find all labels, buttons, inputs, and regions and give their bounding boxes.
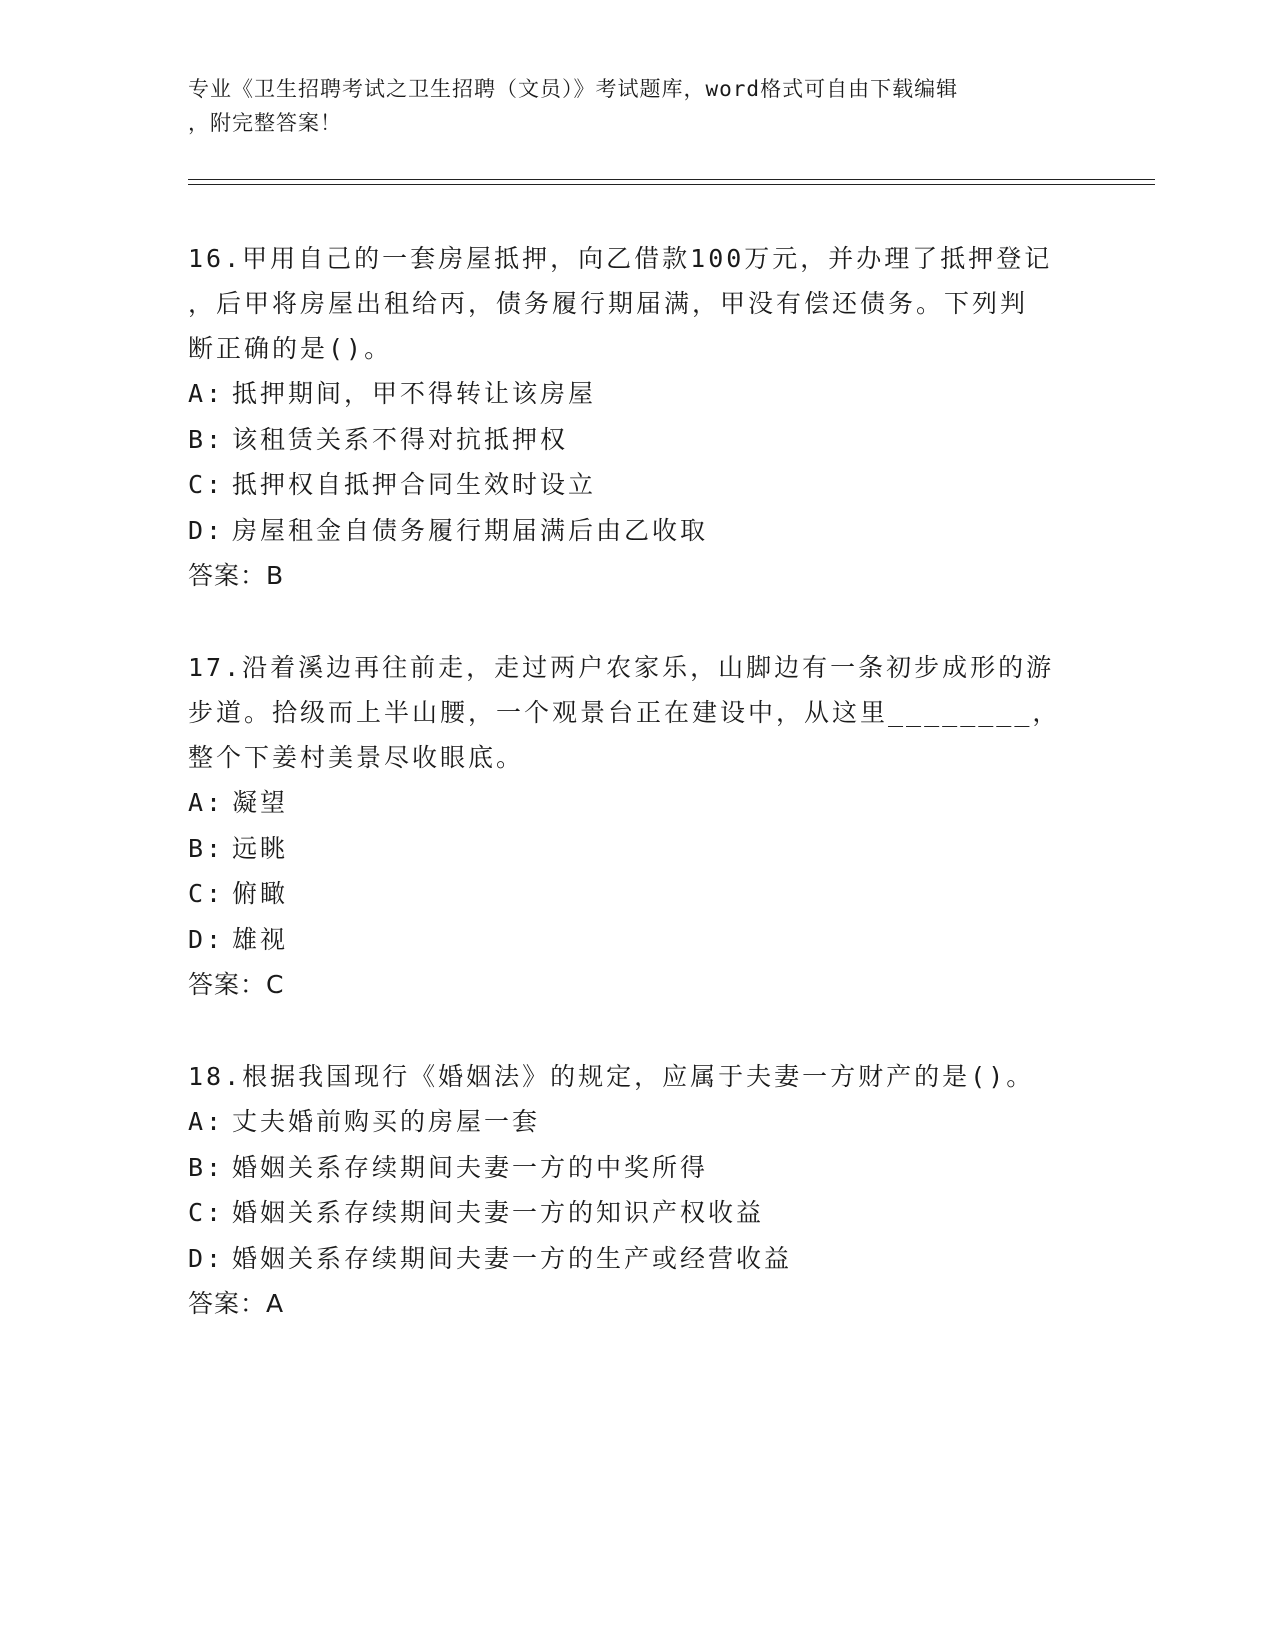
- answer-label: 答案：C: [188, 970, 285, 999]
- question-stem-line: 18.根据我国现行《婚姻法》的规定，应属于夫妻一方财产的是()。: [188, 1062, 1035, 1091]
- option-c: [188, 871, 1088, 917]
- option-text: 该租赁关系不得对抗抵押权: [232, 424, 569, 454]
- option-letter: D:: [188, 515, 225, 545]
- question-stem-line: 17.沿着溪边再往前走，走过两户农家乐，山脚边有一条初步成形的游: [188, 653, 1055, 682]
- option-letter: B:: [188, 424, 225, 454]
- option-text: 房屋租金自债务履行期届满后由乙收取: [232, 515, 709, 545]
- question-stem-line: 整个下姜村美景尽收眼底。: [188, 743, 525, 772]
- option-a: [188, 371, 1088, 417]
- option-b: [188, 826, 1088, 872]
- option-b: [188, 417, 1088, 463]
- answer-label: 答案：B: [188, 561, 285, 590]
- header-title-line-2: ，附完整答案！: [188, 111, 342, 135]
- document-header: [188, 72, 1088, 140]
- header-divider-bottom: [188, 184, 1155, 185]
- question-stem-line: 16.甲用自己的一套房屋抵押，向乙借款100万元，并办理了抵押登记: [188, 244, 1053, 273]
- option-letter: D:: [188, 1243, 225, 1273]
- option-c: [188, 462, 1088, 508]
- option-letter: B:: [188, 833, 225, 863]
- question-stem-line: 步道。拾级而上半山腰，一个观景台正在建设中，从这里________，: [188, 698, 1061, 727]
- option-text: 抵押权自抵押合同生效时设立: [232, 470, 597, 499]
- question-stem-line: 断正确的是()。: [188, 334, 393, 363]
- option-text: 丈夫婚前购买的房屋一套: [232, 1107, 541, 1136]
- option-text: 抵押期间，甲不得转让该房屋: [232, 379, 597, 408]
- option-text: 婚姻关系存续期间夫妻一方的知识产权收益: [232, 1198, 765, 1227]
- option-d: [188, 508, 1088, 554]
- header-title-line-1: 专业《卫生招聘考试之卫生招聘（文员）》考试题库，word格式可自由下载编辑: [188, 77, 959, 101]
- option-letter: B:: [188, 1152, 225, 1182]
- option-d: [188, 917, 1088, 963]
- option-text: 雄视: [232, 924, 289, 954]
- option-d: [188, 1236, 1088, 1282]
- question-16: [188, 236, 1088, 598]
- question-stem-line: ，后甲将房屋出租给丙，债务履行期届满，甲没有偿还债务。下列判: [188, 289, 1029, 318]
- option-a: [188, 1099, 1088, 1145]
- option-text: 俯瞰: [232, 879, 289, 908]
- option-text: 婚姻关系存续期间夫妻一方的中奖所得: [232, 1152, 709, 1182]
- option-text: 婚姻关系存续期间夫妻一方的生产或经营收益: [232, 1243, 793, 1273]
- option-letter: C:: [188, 1198, 225, 1227]
- option-b: [188, 1145, 1088, 1191]
- option-letter: A:: [188, 788, 225, 817]
- option-letter: D:: [188, 924, 225, 954]
- answer-label: 答案：A: [188, 1289, 285, 1318]
- option-letter: C:: [188, 879, 225, 908]
- option-letter: A:: [188, 379, 225, 408]
- option-text: 远眺: [232, 833, 289, 863]
- question-18: [188, 1054, 1088, 1326]
- option-a: [188, 780, 1088, 826]
- option-letter: C:: [188, 470, 225, 499]
- option-c: [188, 1190, 1088, 1236]
- header-divider-top: [188, 179, 1155, 180]
- question-17: [188, 645, 1088, 1007]
- option-letter: A:: [188, 1107, 225, 1136]
- option-text: 凝望: [232, 788, 289, 817]
